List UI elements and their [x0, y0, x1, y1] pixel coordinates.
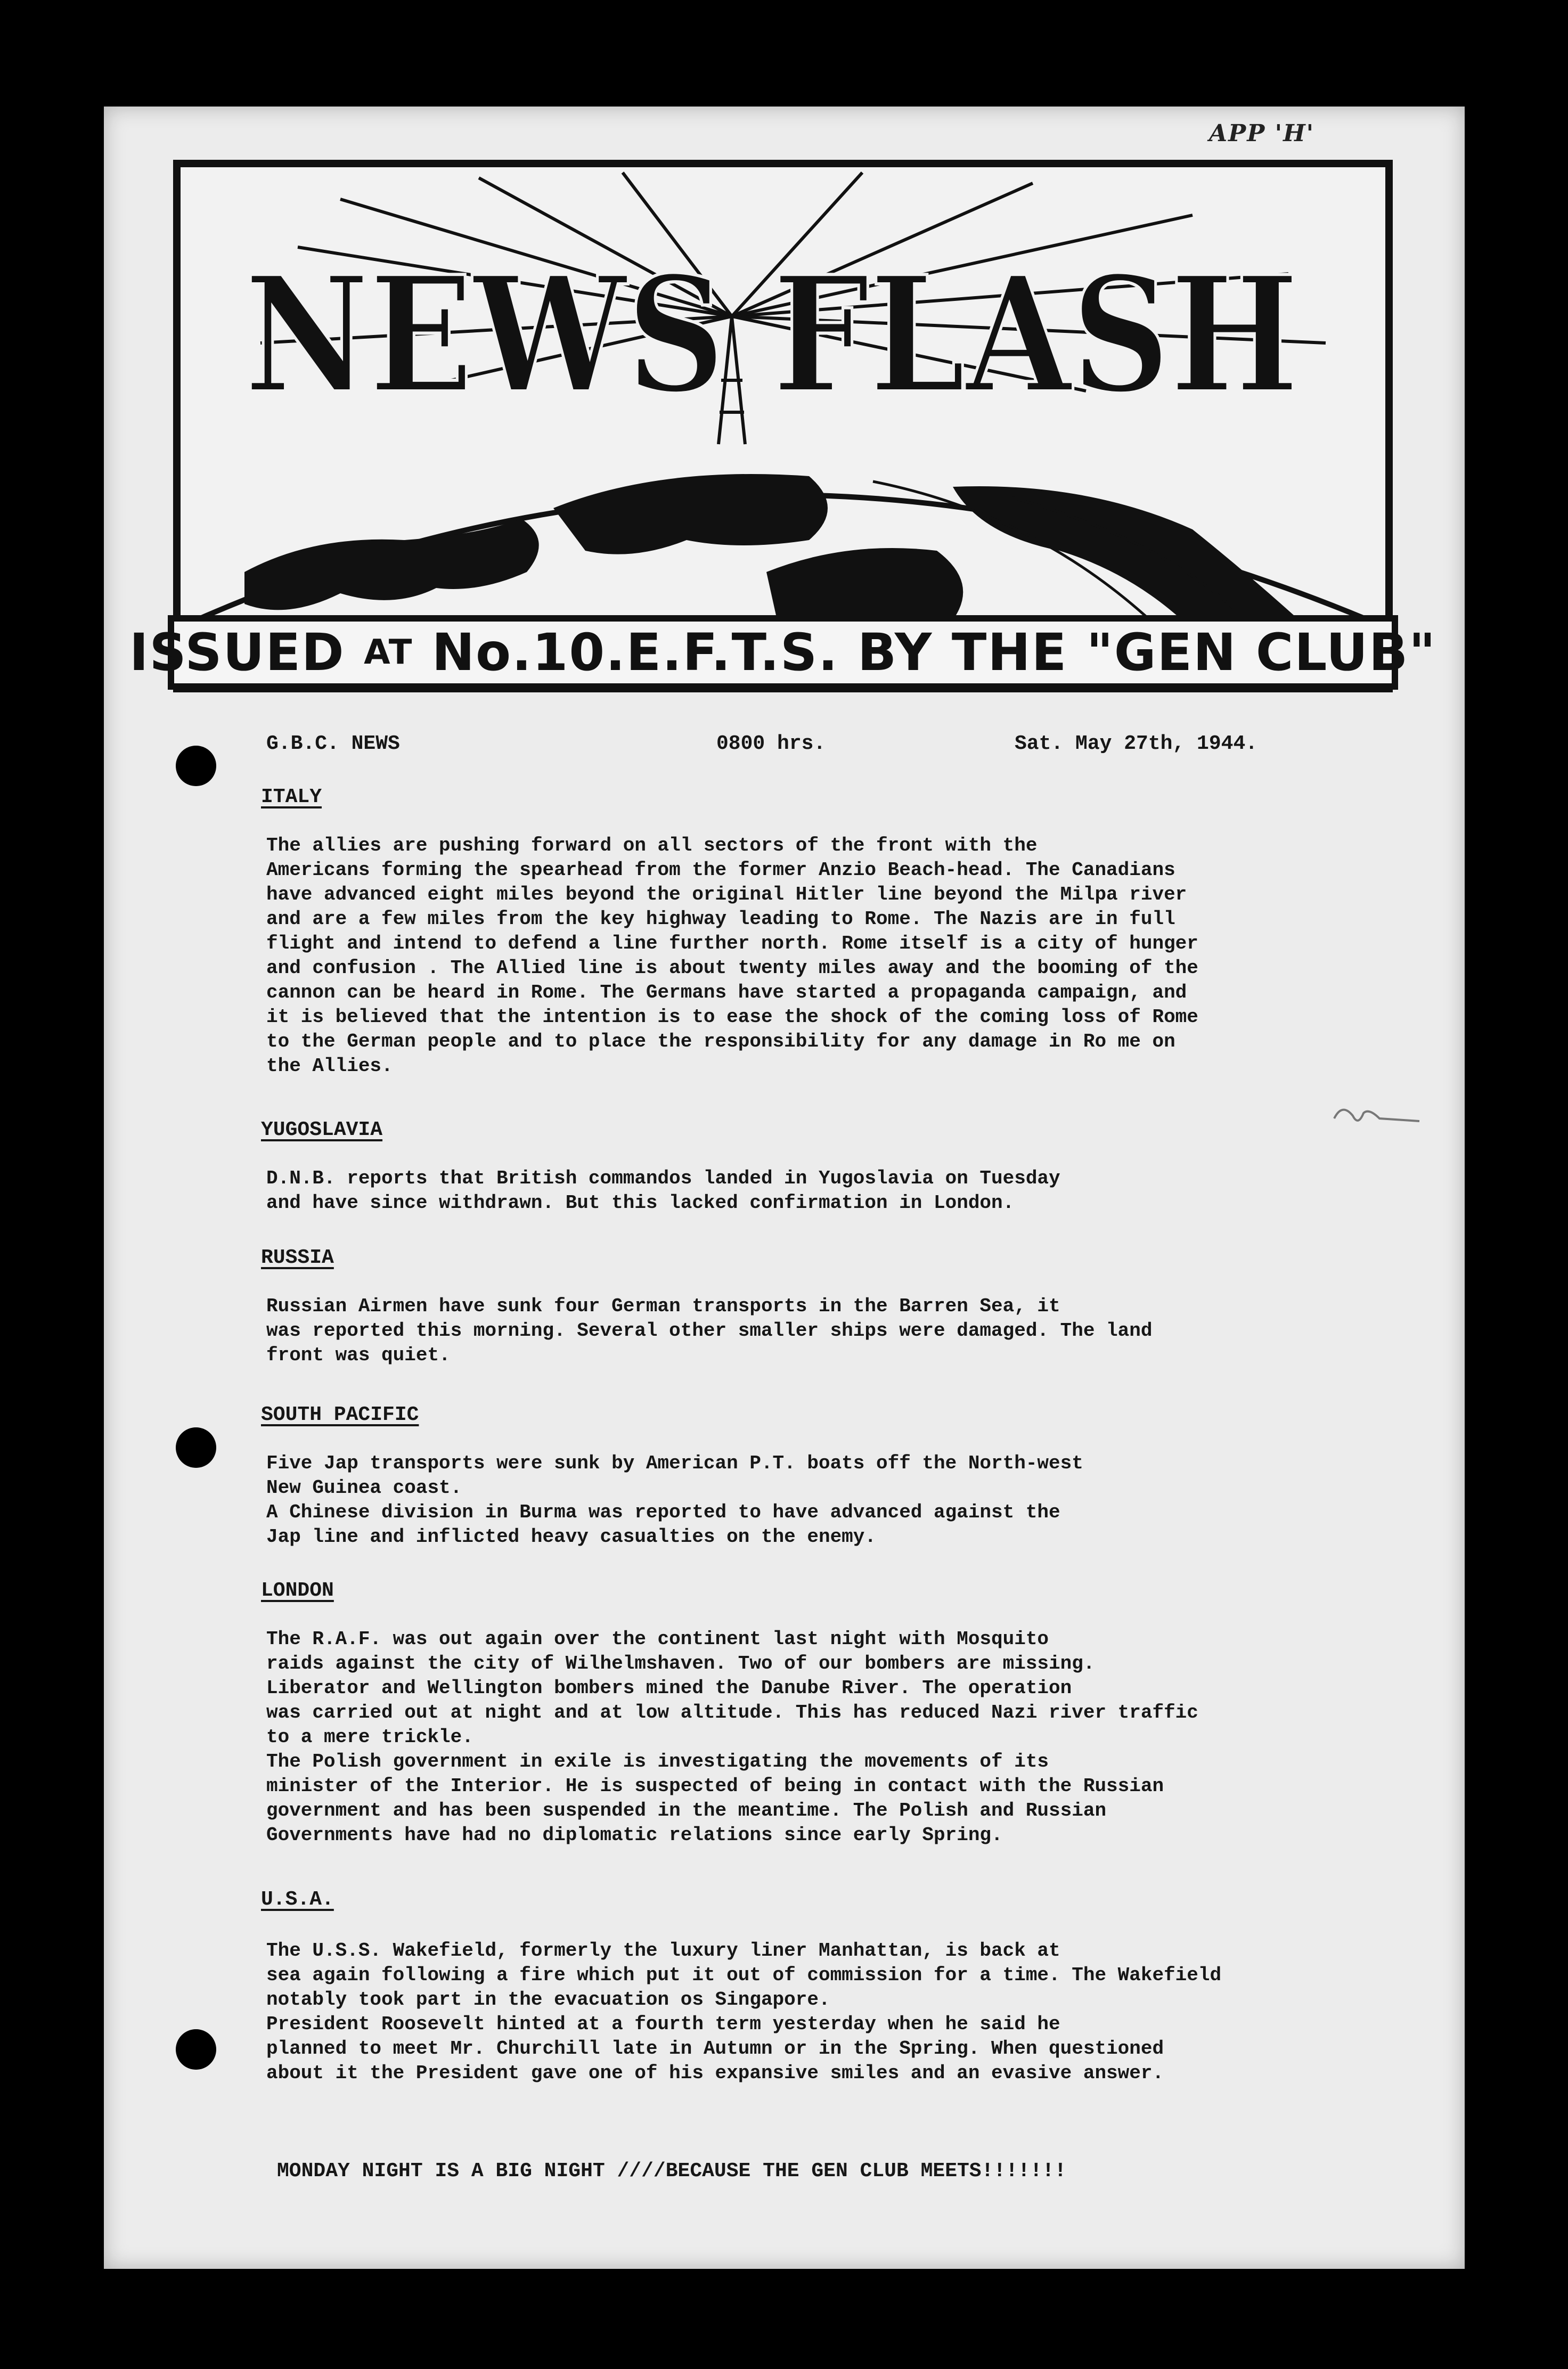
section-body-italy: [266, 834, 1198, 1079]
body-line: Russian Airmen have sunk four German transports in the Barren Sea, it: [266, 1295, 1060, 1317]
dateline-source: G.B.C. NEWS: [266, 732, 400, 755]
banner-issued: ISSUED: [129, 623, 345, 682]
banner-at: AT: [364, 633, 413, 672]
section-heading-south-pacific: SOUTH PACIFIC: [261, 1403, 419, 1426]
body-line: Americans forming the spearhead from the former Anzio Beach-head. The Canadians: [266, 859, 1175, 881]
body-line: The Polish government in exile is investigating the movements of its: [266, 1751, 1049, 1772]
body-line: Governments have had no diplomatic relations since early Spring.: [266, 1824, 1003, 1846]
section-body-usa: [266, 1939, 1221, 2086]
section-heading-usa: U.S.A.: [261, 1888, 334, 1911]
body-line: the Allies.: [266, 1055, 393, 1077]
body-line: and confusion . The Allied line is about twenty miles away and the booming of the: [266, 957, 1198, 979]
section-body-russia: [266, 1294, 1152, 1368]
body-line: The U.S.S. Wakefield, formerly the luxury liner Manhattan, is back at: [266, 1940, 1060, 1962]
pencil-scribble-icon: [1332, 1097, 1422, 1134]
binder-hole: [176, 746, 216, 786]
section-body-yugoslavia: [266, 1166, 1060, 1215]
body-line: to a mere trickle.: [266, 1726, 473, 1748]
body-line: minister of the Interior. He is suspected of being in contact with the Russian: [266, 1775, 1164, 1797]
handwritten-annotation: APP 'H': [1209, 120, 1315, 147]
dateline-date: Sat. May 27th, 1944.: [1015, 732, 1258, 755]
body-line: government and has been suspended in the meantime. The Polish and Russian: [266, 1800, 1107, 1821]
section-heading-london: LONDON: [261, 1579, 334, 1602]
body-line: and are a few miles from the key highway leading to Rome. The Nazis are in full: [266, 908, 1175, 930]
body-line: about it the President gave one of his expansive smiles and an evasive answer.: [266, 2062, 1164, 2084]
section-body-south-pacific: [266, 1451, 1083, 1549]
body-line: The R.A.F. was out again over the continent last night with Mosquito: [266, 1628, 1049, 1650]
body-line: planned to meet Mr. Churchill late in Autumn or in the Spring. When questioned: [266, 2038, 1164, 2060]
body-line: Five Jap transports were sunk by American P.T. boats off the North-west: [266, 1452, 1083, 1474]
section-heading-italy: ITALY: [261, 786, 322, 808]
body-line: was reported this morning. Several other smaller ships were damaged. The land: [266, 1320, 1153, 1342]
section-body-london: [266, 1627, 1198, 1848]
body-line: cannon can be heard in Rome. The Germans have started a propaganda campaign, and: [266, 982, 1187, 1003]
masthead-artwork: [181, 167, 1385, 620]
body-line: front was quiet.: [266, 1344, 451, 1366]
body-line: it is believed that the intention is to ease the shock of the coming loss of Rome: [266, 1006, 1198, 1028]
body-line: The allies are pushing forward on all sectors of the front with the: [266, 835, 1038, 856]
footer-notice: MONDAY NIGHT IS A BIG NIGHT ////BECAUSE THE GEN CLUB MEETS!!!!!!!: [277, 2160, 1067, 2183]
section-heading-yugoslavia: YUGOSLAVIA: [261, 1118, 383, 1141]
body-line: was carried out at night and at low altitude. This has reduced Nazi river traffic: [266, 1702, 1198, 1723]
body-line: sea again following a fire which put it out of commission for a time. The Wakefield: [266, 1964, 1222, 1986]
body-line: and have since withdrawn. But this lacked confirmation in London.: [266, 1192, 1015, 1214]
body-line: Jap line and inflicted heavy casualties on the enemy.: [266, 1526, 876, 1548]
body-line: New Guinea coast.: [266, 1477, 462, 1499]
body-line: D.N.B. reports that British commandos landed in Yugoslavia on Tuesday: [266, 1167, 1060, 1189]
body-line: A Chinese division in Burma was reported to have advanced against the: [266, 1501, 1060, 1523]
binder-hole: [176, 1427, 216, 1468]
banner-club: No.10.E.F.T.S. BY THE "GEN CLUB": [431, 623, 1437, 682]
body-line: President Roosevelt hinted at a fourth term yesterday when he said he: [266, 2013, 1060, 2035]
masthead-banner: [129, 615, 1437, 690]
body-line: have advanced eight miles beyond the original Hitler line beyond the Milpa river: [266, 884, 1187, 905]
masthead: [173, 160, 1393, 692]
body-line: to the German people and to place the responsibility for any damage in Ro me on: [266, 1031, 1175, 1052]
body-line: notably took part in the evacuation os Singapore.: [266, 1989, 830, 2011]
body-line: raids against the city of Wilhelmshaven. Two of our bombers are missing.: [266, 1653, 1095, 1674]
body-line: flight and intend to defend a line further north. Rome itself is a city of hunger: [266, 933, 1198, 954]
masthead-title: NEWS FLASH: [244, 241, 1299, 429]
section-heading-russia: RUSSIA: [261, 1246, 334, 1269]
body-line: Liberator and Wellington bombers mined the Danube River. The operation: [266, 1677, 1072, 1699]
binder-hole: [176, 2029, 216, 2070]
dateline-time: 0800 hrs.: [716, 732, 826, 755]
